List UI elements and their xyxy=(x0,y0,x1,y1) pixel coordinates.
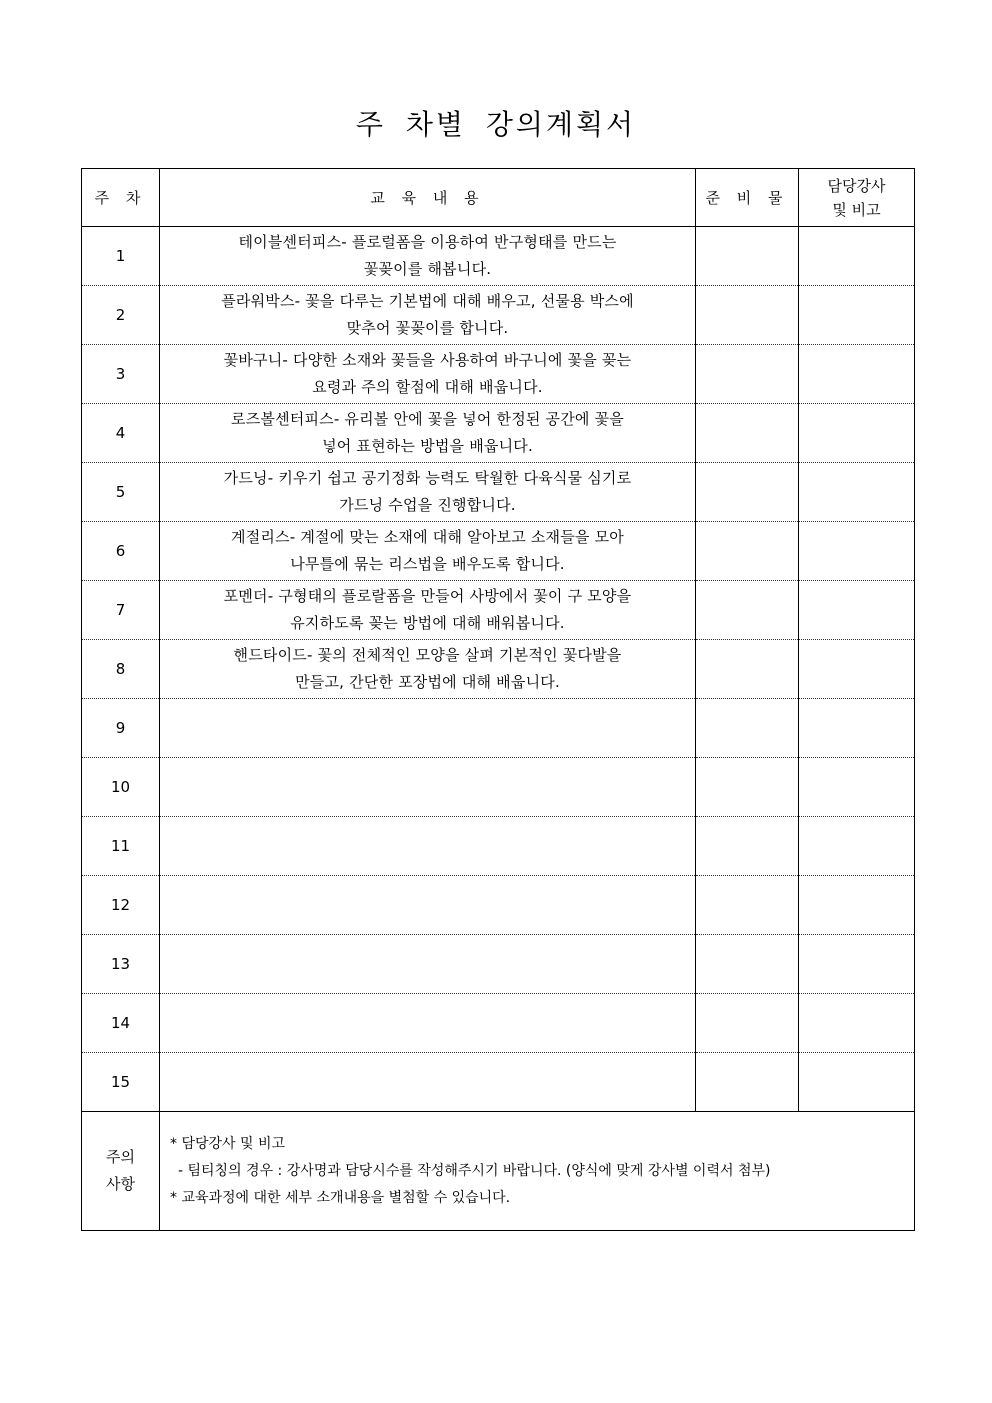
course-content xyxy=(160,699,696,758)
course-content xyxy=(160,345,696,404)
course-content-line1: 포멘더- 구형태의 플로랄폼을 만들어 사방에서 꽃이 구 모양을 xyxy=(223,587,632,605)
table-row xyxy=(82,404,915,463)
course-content xyxy=(160,522,696,581)
instructor-notes-cell xyxy=(799,522,915,581)
course-content xyxy=(160,994,696,1053)
course-content-line2: 꽃꽂이를 해봅니다. xyxy=(363,260,492,278)
week-number: 11 xyxy=(82,817,160,876)
header-instructor-line2: 및 비고 xyxy=(832,200,881,219)
table-row xyxy=(82,817,915,876)
document-title: 주 차별 강의계획서 xyxy=(355,108,637,141)
course-content-line2: 요령과 주의 할점에 대해 배웁니다. xyxy=(312,378,543,396)
course-content-line2: 가드닝 수업을 진행합니다. xyxy=(339,496,516,514)
week-number: 4 xyxy=(82,404,160,463)
course-content-line1: 테이블센터피스- 플로럴폼을 이용하여 반구형태를 만드는 xyxy=(238,233,617,251)
table-row xyxy=(82,286,915,345)
table-row xyxy=(82,699,915,758)
week-number: 12 xyxy=(82,876,160,935)
materials-cell xyxy=(696,699,799,758)
header-instructor-line1: 담당강사 xyxy=(827,176,886,195)
course-content xyxy=(160,758,696,817)
table-header-row xyxy=(82,169,915,227)
table-row xyxy=(82,994,915,1053)
table-body xyxy=(82,227,915,1112)
week-number: 14 xyxy=(82,994,160,1053)
notes-row xyxy=(82,1112,915,1231)
course-content-line1: 계절리스- 계절에 맞는 소재에 대해 알아보고 소재들을 모아 xyxy=(231,528,624,546)
note-line-3: * 교육과정에 대한 세부 소개내용을 별첨할 수 있습니다. xyxy=(170,1189,511,1206)
course-content xyxy=(160,817,696,876)
instructor-notes-cell xyxy=(799,994,915,1053)
table-row xyxy=(82,581,915,640)
course-content xyxy=(160,581,696,640)
course-content xyxy=(160,286,696,345)
table-row xyxy=(82,522,915,581)
course-content xyxy=(160,463,696,522)
course-content-line2: 맞추어 꽃꽂이를 합니다. xyxy=(346,319,509,337)
course-content-line2: 만들고, 간단한 포장법에 대해 배웁니다. xyxy=(295,673,560,691)
instructor-notes-cell xyxy=(799,345,915,404)
week-number: 8 xyxy=(82,640,160,699)
lecture-plan-table xyxy=(81,168,915,1231)
instructor-notes-cell xyxy=(799,1053,915,1112)
header-materials xyxy=(696,169,799,227)
materials-cell xyxy=(696,581,799,640)
materials-cell xyxy=(696,935,799,994)
table-row xyxy=(82,640,915,699)
materials-cell xyxy=(696,463,799,522)
instructor-notes-cell xyxy=(799,699,915,758)
header-week-label: 주 차 xyxy=(94,188,147,207)
course-content xyxy=(160,227,696,286)
instructor-notes-cell xyxy=(799,758,915,817)
course-content xyxy=(160,1053,696,1112)
course-content xyxy=(160,935,696,994)
header-materials-label: 준 비 물 xyxy=(705,188,789,207)
course-content-line1: 가드닝- 키우기 쉽고 공기정화 능력도 탁월한 다육식물 심기로 xyxy=(223,469,632,487)
materials-cell xyxy=(696,876,799,935)
week-number: 9 xyxy=(82,699,160,758)
materials-cell xyxy=(696,758,799,817)
table-row xyxy=(82,876,915,935)
course-content xyxy=(160,404,696,463)
course-content xyxy=(160,640,696,699)
header-content-label: 교 육 내 용 xyxy=(370,188,485,207)
materials-cell xyxy=(696,1053,799,1112)
materials-cell xyxy=(696,640,799,699)
course-content xyxy=(160,876,696,935)
table-row xyxy=(82,758,915,817)
table-row xyxy=(82,1053,915,1112)
week-number: 2 xyxy=(82,286,160,345)
materials-cell xyxy=(696,994,799,1053)
instructor-notes-cell xyxy=(799,876,915,935)
week-number: 6 xyxy=(82,522,160,581)
course-content-line1: 로즈볼센터피스- 유리볼 안에 꽃을 넣어 한정된 공간에 꽃을 xyxy=(231,410,624,428)
instructor-notes-cell xyxy=(799,935,915,994)
materials-cell xyxy=(696,227,799,286)
week-number: 13 xyxy=(82,935,160,994)
week-number: 3 xyxy=(82,345,160,404)
materials-cell xyxy=(696,404,799,463)
note-line-2: - 팀티칭의 경우 : 강사명과 담당시수를 작성해주시기 바랍니다. (양식에 맞게 강사별 이력서 첨부) xyxy=(178,1162,771,1179)
materials-cell xyxy=(696,817,799,876)
notes-body xyxy=(160,1112,915,1231)
materials-cell xyxy=(696,522,799,581)
instructor-notes-cell xyxy=(799,640,915,699)
course-content-line2: 넣어 표현하는 방법을 배웁니다. xyxy=(322,437,533,455)
course-content-line2: 유지하도록 꽂는 방법에 대해 배워봅니다. xyxy=(290,614,565,632)
table-row xyxy=(82,463,915,522)
course-content-line1: 핸드타이드- 꽃의 전체적인 모양을 살펴 기본적인 꽃다발을 xyxy=(233,646,622,664)
instructor-notes-cell xyxy=(799,581,915,640)
materials-cell xyxy=(696,286,799,345)
table-row xyxy=(82,227,915,286)
instructor-notes-cell xyxy=(799,404,915,463)
table-row xyxy=(82,935,915,994)
week-number: 5 xyxy=(82,463,160,522)
week-number: 15 xyxy=(82,1053,160,1112)
notes-label xyxy=(82,1112,160,1231)
course-content-line2: 나무틀에 묶는 리스법을 배우도록 합니다. xyxy=(290,555,565,573)
week-number: 7 xyxy=(82,581,160,640)
table-row xyxy=(82,345,915,404)
instructor-notes-cell xyxy=(799,286,915,345)
course-content-line1: 꽃바구니- 다양한 소재와 꽃들을 사용하여 바구니에 꽃을 꽂는 xyxy=(223,351,632,369)
note-line-1: * 담당강사 및 비고 xyxy=(170,1135,286,1152)
instructor-notes-cell xyxy=(799,463,915,522)
header-instructor xyxy=(799,169,915,227)
header-content xyxy=(160,169,696,227)
notes-label-line1: 주의 xyxy=(106,1148,135,1166)
week-number: 1 xyxy=(82,227,160,286)
instructor-notes-cell xyxy=(799,817,915,876)
week-number: 10 xyxy=(82,758,160,817)
instructor-notes-cell xyxy=(799,227,915,286)
course-content-line1: 플라워박스- 꽃을 다루는 기본법에 대해 배우고, 선물용 박스에 xyxy=(221,292,634,310)
materials-cell xyxy=(696,345,799,404)
header-week xyxy=(82,169,160,227)
notes-label-line2: 사항 xyxy=(106,1175,135,1193)
